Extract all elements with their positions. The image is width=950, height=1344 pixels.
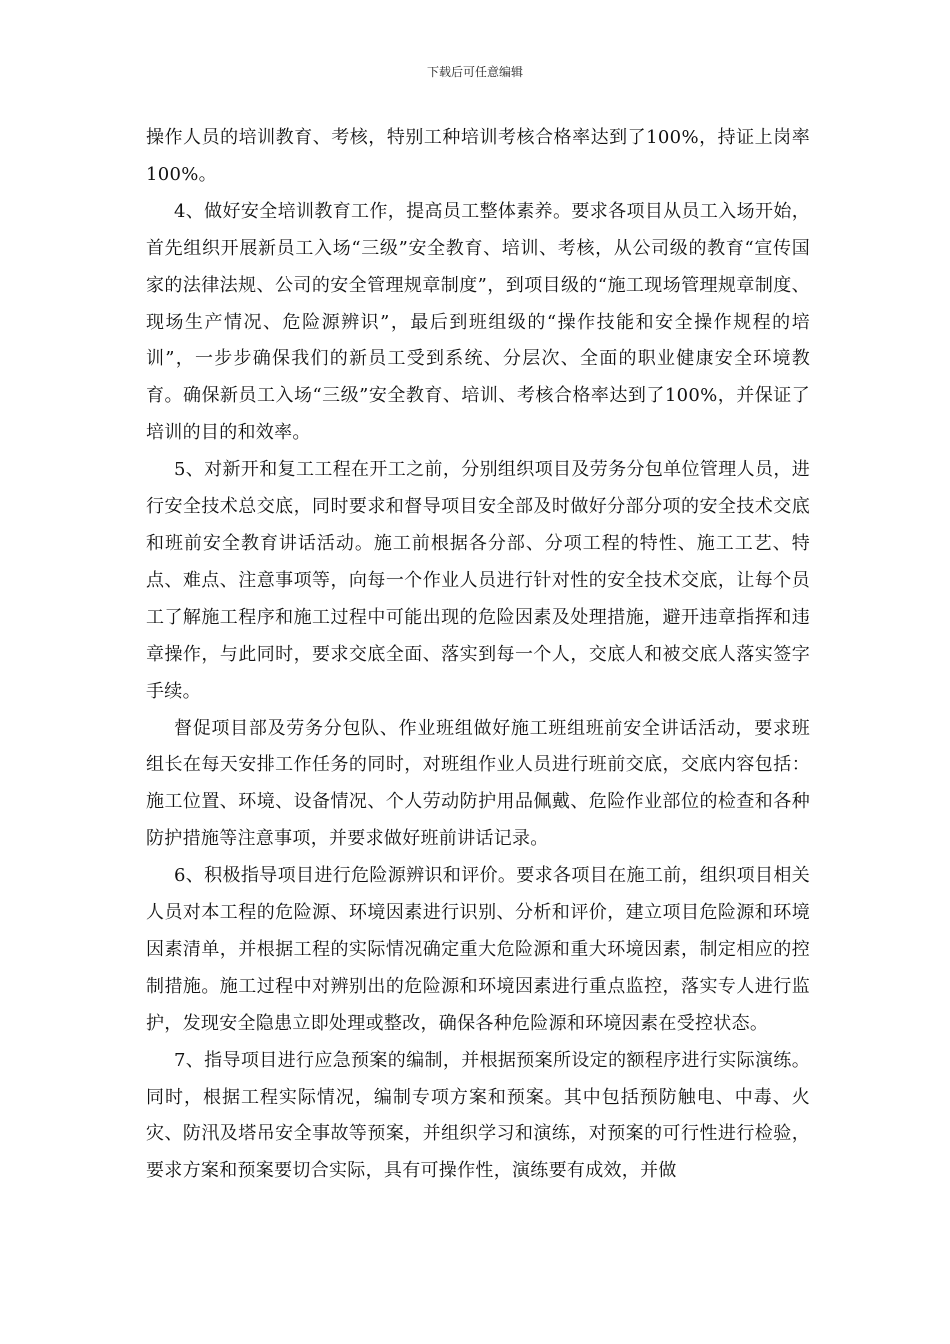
body-text xyxy=(146,120,810,1190)
paragraph-continuation: 操作人员的培训教育、考核，特别工种培训考核合格率达到了100%，持证上岗率100%。 xyxy=(146,127,810,185)
page-header: 下载后可任意编辑 xyxy=(426,65,523,79)
paragraph-item-6: 6、积极指导项目进行危险源辨识和评价。要求各项目在施工前，组织项目相关人员对本工程的危险源、环境因素进行识别、分析和评价，建立项目危险源和环境因素清单，并根据工程的实际情况确定重大危险源和重大环境因素，制定相应的控制措施。施工过程中对辨别出的危险源和环境因素进行重点监控，落实专人进行监护，发现安全隐患立即处理或整改，确保各种危险源和环境因素在受控状态。 xyxy=(146,865,810,1034)
paragraph-item-5: 5、对新开和复工工程在开工之前，分别组织项目及劳务分包单位管理人员，进行安全技术总交底，同时要求和督导项目安全部及时做好分部分项的安全技术交底和班前安全教育讲话活动。施工前根据各分部、分项工程的特性、施工工艺、特点、难点、注意事项等，向每一个作业人员进行针对性的安全技术交底，让每个员工了解施工程序和施工过程中可能出现的危险因素及处理措施，避开违章指挥和违章操作，与此同时，要求交底全面、落实到每一个人，交底人和被交底人落实签字手续。 xyxy=(146,459,810,702)
paragraph-supervision: 督促项目部及劳务分包队、作业班组做好施工班组班前安全讲话活动，要求班组长在每天安排工作任务的同时，对班组作业人员进行班前交底，交底内容包括：施工位置、环境、设备情况、个人劳动防护用品佩戴、危险作业部位的检查和各种防护措施等注意事项，并要求做好班前讲话记录。 xyxy=(146,717,810,850)
paragraph-item-4: 4、做好安全培训教育工作，提高员工整体素养。要求各项目从员工入场开始，首先组织开展新员工入场“三级”安全教育、培训、考核，从公司级的教育“宣传国家的法律法规、公司的安全管理规章制度”，到项目级的“施工现场管理规章制度、现场生产情况、危险源辨识”，最后到班组级的“操作技能和安全操作规程的培训”，一步步确保我们的新员工受到系统、分层次、全面的职业健康安全环境教育。确保新员工入场“三级”安全教育、培训、考核合格率达到了100%，并保证了培训的目的和效率。 xyxy=(146,200,810,444)
paragraph-item-7: 7、指导项目进行应急预案的编制，并根据预案所设定的额程序进行实际演练。同时，根据工程实际情况，编制专项方案和预案。其中包括预防触电、中毒、火灾、防汛及塔吊安全事故等预案，并组织学习和演练，对预案的可行性进行检验，要求方案和预案要切合实际，具有可操作性，演练要有成效，并做 xyxy=(146,1049,810,1182)
